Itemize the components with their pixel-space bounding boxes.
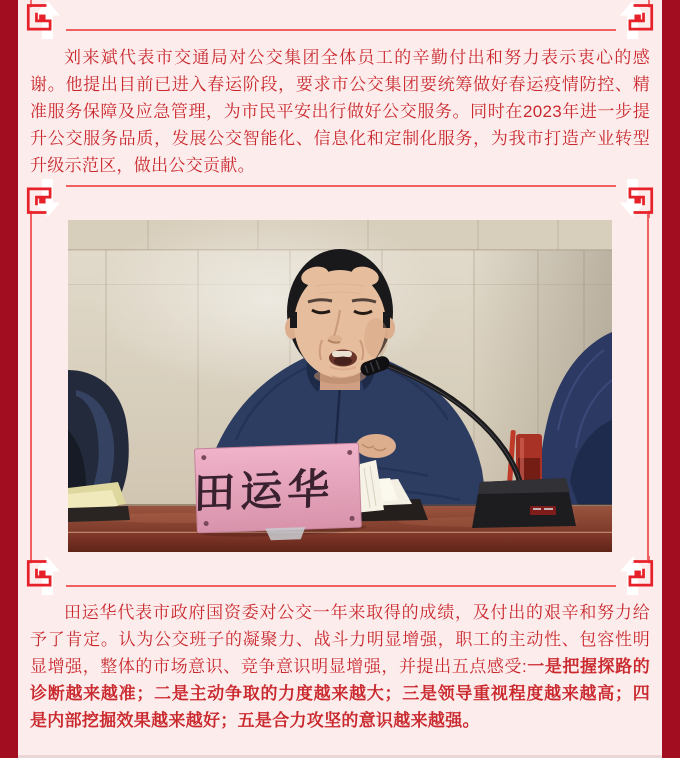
paragraph-liu-laibin (30, 44, 650, 179)
section-divider-below-photo (66, 585, 616, 587)
paragraph-text (30, 599, 650, 734)
photo-frame-line-left (30, 214, 32, 560)
corner-ornament-arrow-icon (21, 556, 61, 596)
corner-ornament-arrow-icon (21, 0, 61, 40)
section-divider-above-photo (66, 185, 616, 187)
right-red-sidebar (662, 0, 680, 758)
photo-frame-line-right (647, 214, 649, 560)
paragraph-text: 刘来斌代表市交通局对公交集团全体员工的辛勤付出和努力表示衷心的感谢。他提出目前已进入春运阶段，要求市公交集团要统筹做好春运疫情防控、精准服务保障及应急管理，为市民平安出行做好公交服务。同时在2023年进一步提升公交服务品质，发展公交智能化、信息化和定制化服务，为我市打造产业转型升级示范区，做出公交贡献。 (30, 48, 650, 175)
paragraph-bold-text: 一是把握探路的诊断越来越准；二是主动争取的力度越来越大；三是领导重视程度越来越高；四是内部挖掘效果越来越好；五是合力攻坚的意识越来越强。 (30, 657, 650, 730)
corner-ornament-arrow-icon (619, 0, 659, 40)
section-divider-top (66, 29, 616, 31)
corner-ornament-arrow-icon (619, 178, 659, 218)
paragraph-regular-text: 田运华代表市政府国资委对公交一年来取得的成绩，及付出的艰辛和努力给予了肯定。认为公交班子的凝聚力、战斗力明显增强，职工的主动性、包容性明显增强，整体的市场意识、竞争意识明显增强，并提出五点感受: (30, 603, 650, 676)
meeting-photo[interactable] (68, 220, 612, 552)
left-red-sidebar (0, 0, 18, 758)
corner-ornament-arrow-icon (21, 178, 61, 218)
corner-ornament-arrow-icon (619, 556, 659, 596)
name-card (191, 443, 367, 543)
paragraph-tian-yunhua (30, 599, 650, 734)
name-card-text: 田运华 (192, 467, 335, 518)
